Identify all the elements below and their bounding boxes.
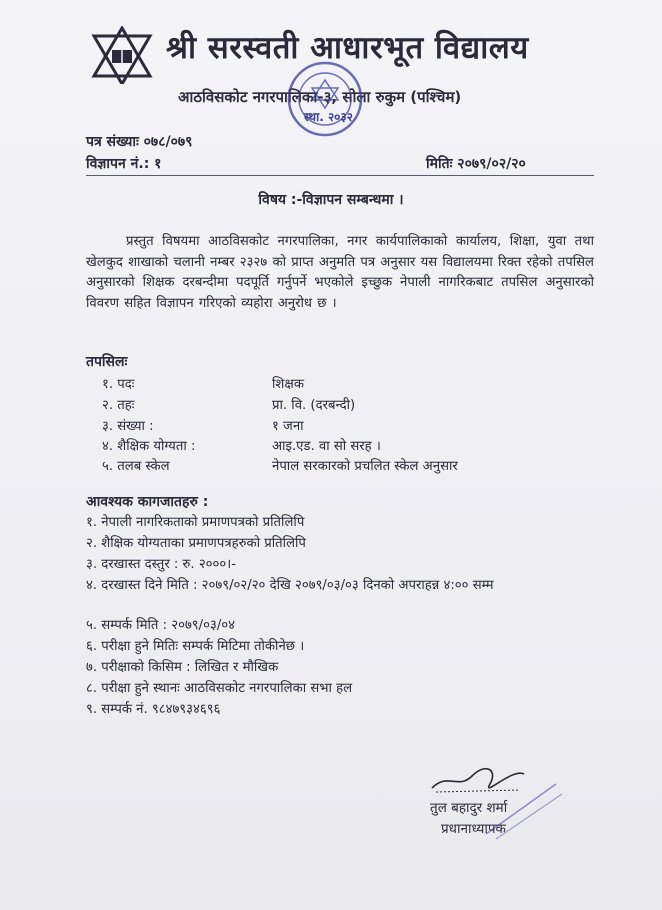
seal-established-text: स्था. २०३२: [304, 110, 353, 124]
documents-heading: आवश्यक कागजातहरु :: [86, 494, 209, 510]
school-name: श्री सरस्वती आधारभूत विद्यालय: [166, 30, 529, 66]
school-logo-icon: [90, 26, 154, 84]
document-item: ६. परीक्षा हुने मितिः सम्पर्क मिटिमा तोकीनेछ ।: [86, 639, 305, 654]
detail-label: ३. संख्या :: [102, 419, 154, 434]
detail-value: १ जना: [272, 419, 304, 434]
detail-value: आइ.एड. वा सो सरह ।: [272, 439, 381, 454]
notice-number: विज्ञापन नं.: १: [86, 156, 162, 172]
detail-value: शिक्षक: [272, 377, 304, 392]
document-item: २. शैक्षिक योग्यताका प्रमाणपत्रहरुको प्रतिलिपि: [86, 536, 306, 551]
document-item: ४. दरखास्त दिने मिति : २०७९/०२/२० देखि २०७९/०३/०३ दिनको अपराहन्न ४:०० सम्म: [86, 578, 494, 593]
detail-value: प्रा. वि. (दरबन्दी): [272, 398, 356, 413]
body-paragraph: प्रस्तुत विषयमा आठविसकोट नगरपालिका, नगर कार्यपालिकाको कार्यालय, शिक्षा, युवा तथा खेलकुद शाखाको चलानी नम्बर २३२७ को प्राप्त अनुमति पत्र अनुसार यस विद्यालयमा रिक्त रहेको तपसिल अनुसारको शिक्षक दरबन्दीमा पदपूर्ति गर्नुपर्ने भएकोले इच्छुक नेपाली नागरिकबाट तपसिल अनुसारको विवरण सहित विज्ञापन गरिएको व्यहोरा अनुरोध छ ।: [86, 234, 594, 311]
document-item: ८. परीक्षा हुने स्थानः आठविसकोट नगरपालिका सभा हल: [86, 681, 353, 696]
document-item: ३. दरखास्त दस्तुर : रु. २०००।-: [86, 557, 237, 572]
letter-number: पत्र संख्याः ०७८/०७९: [86, 134, 193, 150]
document-item: ९. सम्पर्क नं. ९८४७९३४६९६: [86, 702, 221, 717]
document-item: ५. सम्पर्क मिति : २०७९/०३/०४: [86, 618, 235, 633]
detail-label: ४. शैक्षिक योग्यता :: [102, 439, 196, 454]
document-item: १. नेपाली नागरिकताको प्रमाणपत्रको प्रतिलिपि: [86, 515, 305, 530]
detail-label: ५. तलब स्केल: [102, 459, 170, 474]
signatory-name: तुल बहादुर शर्मा: [430, 800, 508, 816]
subject-line: विषय :-विज्ञापन सम्बन्धमा ।: [258, 192, 404, 208]
notice-date: मितिः २०७९/०२/२०: [426, 156, 526, 172]
details-heading: तपसिलः: [86, 354, 128, 370]
school-seal-icon: [286, 60, 364, 138]
document-item: ७. परीक्षाको किसिम : लिखित र मौखिक: [86, 660, 279, 675]
detail-label: २. तहः: [102, 398, 135, 413]
detail-label: १. पदः: [102, 377, 135, 392]
header-divider: [86, 175, 594, 176]
school-address: आठविसकोट नगरपालिका-३, सोला रुकुम (पश्चिम): [178, 88, 462, 106]
signatory-title: प्रधानाध्यापक: [441, 821, 506, 837]
detail-value: नेपाल सरकारको प्रचलित स्केल अनुसार: [272, 459, 458, 474]
